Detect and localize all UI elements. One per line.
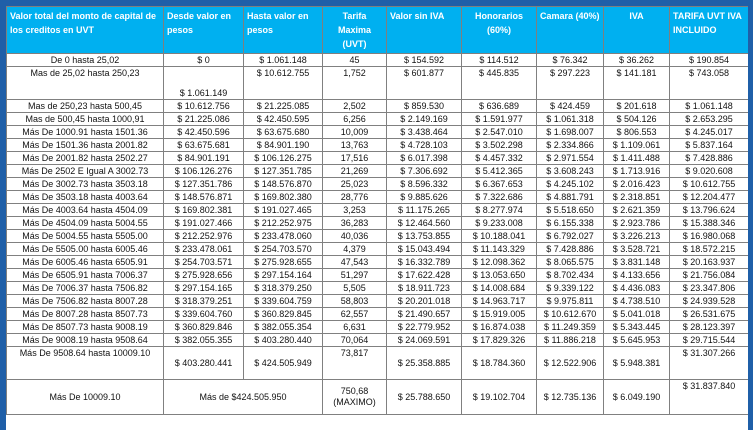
- cell-sin-iva: $ 8.596.332: [387, 178, 462, 191]
- cell-iva: $ 1.109.061: [604, 139, 670, 152]
- cell-tarifa: 58,803: [323, 295, 387, 308]
- cell-honorarios: $ 11.143.329: [462, 243, 537, 256]
- table-row: [7, 308, 749, 321]
- cell-iva: $ 2.621.359: [604, 204, 670, 217]
- table-row: [7, 217, 749, 230]
- cell-honorarios: $ 6.367.653: [462, 178, 537, 191]
- cell-camara: $ 4.245.102: [537, 178, 604, 191]
- cell-camara: $ 11.886.218: [537, 334, 604, 347]
- cell-sin-iva: $ 20.201.018: [387, 295, 462, 308]
- table-row: [7, 321, 749, 334]
- cell-tarifa: 70,064: [323, 334, 387, 347]
- cell-total: $ 24.939.528: [670, 295, 749, 308]
- cell-sin-iva: $ 601.877: [387, 67, 462, 100]
- cell-camara: $ 1.698.007: [537, 126, 604, 139]
- cell-iva: $ 141.181: [604, 67, 670, 100]
- cell-camara: $ 5.518.650: [537, 204, 604, 217]
- cell-desde: $ 254.703.571: [164, 256, 244, 269]
- tarifa-note: (MAXIMO): [333, 397, 376, 407]
- cell-desde: $ 403.280.441: [164, 347, 244, 380]
- cell-tarifa: 40,036: [323, 230, 387, 243]
- cell-range: Más De 6005.46 hasta 6505.91: [7, 256, 164, 269]
- cell-total: $ 21.756.084: [670, 269, 749, 282]
- cell-iva: $ 3.528.721: [604, 243, 670, 256]
- cell-tarifa: 2,502: [323, 100, 387, 113]
- cell-hasta: $ 403.280.440: [244, 334, 323, 347]
- cell-tarifa: 17,516: [323, 152, 387, 165]
- cell-camara: $ 8.702.434: [537, 269, 604, 282]
- table-row-last: [7, 380, 749, 415]
- cell-honorarios: $ 13.053.650: [462, 269, 537, 282]
- tariff-table: [6, 6, 748, 415]
- cell-range: Más De 7006.37 hasta 7506.82: [7, 282, 164, 295]
- cell-total: $ 23.347.806: [670, 282, 749, 295]
- cell-hasta: $ 42.450.595: [244, 113, 323, 126]
- cell-hasta: $ 106.126.275: [244, 152, 323, 165]
- cell-honorarios: $ 12.098.362: [462, 256, 537, 269]
- header-desde: Desde valor en pesos: [164, 7, 244, 54]
- cell-hasta: $ 382.055.354: [244, 321, 323, 334]
- cell-sin-iva: $ 25.358.885: [387, 347, 462, 380]
- cell-iva: $ 36.262: [604, 54, 670, 67]
- header-tarifa: Tarifa Maxima (UVT): [323, 7, 387, 54]
- cell-desde: $ 1.061.149: [164, 67, 244, 100]
- cell-iva: $ 5.343.445: [604, 321, 670, 334]
- cell-tarifa: 21,269: [323, 165, 387, 178]
- cell-range: Mas de 25,02 hasta 250,23: [7, 67, 164, 100]
- cell-sin-iva: $ 17.622.428: [387, 269, 462, 282]
- cell-sin-iva: $ 3.438.464: [387, 126, 462, 139]
- cell-iva: $ 4.436.083: [604, 282, 670, 295]
- cell-total: $ 26.531.675: [670, 308, 749, 321]
- cell-camara: $ 424.459: [537, 100, 604, 113]
- cell-iva: $ 201.618: [604, 100, 670, 113]
- cell-range: Más De 8007.28 hasta 8507.73: [7, 308, 164, 321]
- cell-total: $ 2.653.295: [670, 113, 749, 126]
- cell-hasta: $ 339.604.759: [244, 295, 323, 308]
- table-row: [7, 152, 749, 165]
- table-header: [7, 7, 749, 54]
- cell-tarifa: 13,763: [323, 139, 387, 152]
- cell-sin-iva: $ 24.069.591: [387, 334, 462, 347]
- cell-desde: $ 212.252.976: [164, 230, 244, 243]
- cell-honorarios: $ 9.233.008: [462, 217, 537, 230]
- cell-honorarios: $ 445.835: [462, 67, 537, 100]
- cell-range: Más De 8507.73 hasta 9008.19: [7, 321, 164, 334]
- cell-desde: $ 191.027.466: [164, 217, 244, 230]
- cell-tarifa: 25,023: [323, 178, 387, 191]
- cell-range: Más De 2001.82 hasta 2502.27: [7, 152, 164, 165]
- cell-sin-iva: $ 7.306.692: [387, 165, 462, 178]
- cell-desde: $ 63.675.681: [164, 139, 244, 152]
- table-row: [7, 243, 749, 256]
- cell-sin-iva: $ 15.043.494: [387, 243, 462, 256]
- table-body-rest: [7, 100, 749, 380]
- table-row: [7, 165, 749, 178]
- cell-camara: $ 297.223: [537, 67, 604, 100]
- cell-total: $ 9.020.608: [670, 165, 749, 178]
- table-row: [7, 178, 749, 191]
- table-row: [7, 139, 749, 152]
- cell-iva: $ 5.948.381: [604, 347, 670, 380]
- cell-range: Más De 1501.36 hasta 2001.82: [7, 139, 164, 152]
- cell-sin-iva: $ 25.788.650: [387, 380, 462, 415]
- header-sin-iva: Valor sin IVA: [387, 7, 462, 54]
- cell-total: $ 13.796.624: [670, 204, 749, 217]
- table-row: [7, 334, 749, 347]
- cell-range: Más De 3503.18 hasta 4003.64: [7, 191, 164, 204]
- cell-hasta: $ 254.703.570: [244, 243, 323, 256]
- cell-honorarios: $ 10.188.041: [462, 230, 537, 243]
- cell-honorarios: $ 2.547.010: [462, 126, 537, 139]
- cell-hasta: $ 191.027.465: [244, 204, 323, 217]
- cell-tarifa: 28,776: [323, 191, 387, 204]
- cell-tarifa: 4,379: [323, 243, 387, 256]
- header-camara: Camara (40%): [537, 7, 604, 54]
- cell-iva: $ 6.049.190: [604, 380, 670, 415]
- cell-hasta: $ 21.225.085: [244, 100, 323, 113]
- cell-desde: $ 0: [164, 54, 244, 67]
- cell-honorarios: $ 3.502.298: [462, 139, 537, 152]
- cell-hasta: $ 297.154.164: [244, 269, 323, 282]
- cell-iva: $ 806.553: [604, 126, 670, 139]
- cell-total: $ 16.980.068: [670, 230, 749, 243]
- cell-total: $ 1.061.148: [670, 100, 749, 113]
- table-row: [7, 282, 749, 295]
- cell-total: $ 31.837.840: [670, 380, 749, 415]
- cell-hasta: $ 10.612.755: [244, 67, 323, 100]
- cell-camara: $ 4.881.791: [537, 191, 604, 204]
- cell-camara: $ 12.735.136: [537, 380, 604, 415]
- cell-camara: $ 10.612.670: [537, 308, 604, 321]
- cell-total: $ 31.307.266: [670, 347, 749, 380]
- cell-sin-iva: $ 16.332.789: [387, 256, 462, 269]
- cell-hasta: $ 360.829.845: [244, 308, 323, 321]
- cell-camara: $ 2.334.866: [537, 139, 604, 152]
- cell-tarifa: 51,297: [323, 269, 387, 282]
- header-range: Valor total del monto de capital de los creditos en UVT: [7, 7, 164, 54]
- cell-desde: $ 275.928.656: [164, 269, 244, 282]
- table-row: [7, 191, 749, 204]
- table-row: [7, 347, 749, 380]
- cell-desde: $ 84.901.191: [164, 152, 244, 165]
- cell-desde: $ 360.829.846: [164, 321, 244, 334]
- cell-tarifa: 73,817: [323, 347, 387, 380]
- cell-tarifa: 47,543: [323, 256, 387, 269]
- cell-desde: $ 21.225.086: [164, 113, 244, 126]
- table-body: [7, 54, 749, 100]
- cell-total: $ 28.123.397: [670, 321, 749, 334]
- cell-camara: $ 3.608.243: [537, 165, 604, 178]
- cell-sin-iva: $ 12.464.560: [387, 217, 462, 230]
- cell-sin-iva: $ 4.728.103: [387, 139, 462, 152]
- cell-desde: $ 297.154.165: [164, 282, 244, 295]
- cell-total: $ 15.388.346: [670, 217, 749, 230]
- cell-honorarios: $ 18.784.360: [462, 347, 537, 380]
- cell-desde: $ 382.055.355: [164, 334, 244, 347]
- cell-camara: $ 2.971.554: [537, 152, 604, 165]
- cell-tarifa: 6,256: [323, 113, 387, 126]
- cell-camara: $ 76.342: [537, 54, 604, 67]
- cell-range: Más De 7506.82 hasta 8007.28: [7, 295, 164, 308]
- cell-sin-iva: $ 9.885.626: [387, 191, 462, 204]
- cell-desde: $ 148.576.871: [164, 191, 244, 204]
- cell-total: $ 190.854: [670, 54, 749, 67]
- cell-range: De 0 hasta 25,02: [7, 54, 164, 67]
- cell-camara: $ 11.249.359: [537, 321, 604, 334]
- cell-tarifa: 36,283: [323, 217, 387, 230]
- cell-tarifa: 62,557: [323, 308, 387, 321]
- table-row: [7, 113, 749, 126]
- cell-hasta: $ 1.061.148: [244, 54, 323, 67]
- cell-honorarios: $ 19.102.704: [462, 380, 537, 415]
- cell-desde: $ 10.612.756: [164, 100, 244, 113]
- cell-desde: $ 127.351.786: [164, 178, 244, 191]
- cell-honorarios: $ 14.008.684: [462, 282, 537, 295]
- cell-camara: $ 6.792.027: [537, 230, 604, 243]
- cell-range: Más De 9008.19 hasta 9508.64: [7, 334, 164, 347]
- cell-sin-iva: $ 859.530: [387, 100, 462, 113]
- header-iva: IVA: [604, 7, 670, 54]
- cell-hasta: $ 233.478.060: [244, 230, 323, 243]
- cell-iva: $ 504.126: [604, 113, 670, 126]
- cell-sin-iva: $ 154.592: [387, 54, 462, 67]
- cell-tarifa: 3,253: [323, 204, 387, 217]
- cell-iva: $ 5.041.018: [604, 308, 670, 321]
- cell-range: Más De 10009.10: [7, 380, 164, 415]
- cell-tarifa: 5,505: [323, 282, 387, 295]
- header-honorarios: Honorarios (60%): [462, 7, 537, 54]
- cell-iva: $ 2.318.851: [604, 191, 670, 204]
- cell-desde: $ 42.450.596: [164, 126, 244, 139]
- cell-desde: $ 106.126.276: [164, 165, 244, 178]
- cell-range: Mas de 250,23 hasta 500,45: [7, 100, 164, 113]
- cell-honorarios: $ 16.874.038: [462, 321, 537, 334]
- cell-sin-iva: $ 11.175.265: [387, 204, 462, 217]
- cell-desde-hasta: Más de $424.505.950: [164, 380, 323, 415]
- table-body-last: [7, 380, 749, 415]
- cell-hasta: $ 169.802.380: [244, 191, 323, 204]
- cell-desde: $ 339.604.760: [164, 308, 244, 321]
- cell-hasta: $ 212.252.975: [244, 217, 323, 230]
- tariff-table-container: [6, 6, 748, 430]
- cell-camara: $ 6.155.338: [537, 217, 604, 230]
- cell-hasta: $ 318.379.250: [244, 282, 323, 295]
- cell-total: $ 5.837.164: [670, 139, 749, 152]
- cell-camara: $ 1.061.318: [537, 113, 604, 126]
- table-row: [7, 269, 749, 282]
- cell-camara: $ 9.339.122: [537, 282, 604, 295]
- cell-honorarios: $ 7.322.686: [462, 191, 537, 204]
- cell-honorarios: $ 15.919.005: [462, 308, 537, 321]
- cell-hasta: $ 424.505.949: [244, 347, 323, 380]
- cell-iva: $ 1.713.916: [604, 165, 670, 178]
- cell-tarifa: 10,009: [323, 126, 387, 139]
- cell-honorarios: $ 4.457.332: [462, 152, 537, 165]
- cell-total: $ 29.715.544: [670, 334, 749, 347]
- cell-hasta: $ 84.901.190: [244, 139, 323, 152]
- cell-iva: $ 5.645.953: [604, 334, 670, 347]
- table-row: [7, 67, 749, 100]
- cell-iva: $ 1.411.488: [604, 152, 670, 165]
- cell-desde: $ 318.379.251: [164, 295, 244, 308]
- cell-total: $ 12.204.477: [670, 191, 749, 204]
- cell-hasta: $ 63.675.680: [244, 126, 323, 139]
- cell-iva: $ 2.923.786: [604, 217, 670, 230]
- cell-range: Más De 6505.91 hasta 7006.37: [7, 269, 164, 282]
- table-row: [7, 295, 749, 308]
- cell-range: Más De 1000.91 hasta 1501.36: [7, 126, 164, 139]
- cell-camara: $ 12.522.906: [537, 347, 604, 380]
- cell-range: Más De 9508.64 hasta 10009.10: [7, 347, 164, 380]
- cell-sin-iva: $ 22.779.952: [387, 321, 462, 334]
- cell-honorarios: $ 114.512: [462, 54, 537, 67]
- table-row: [7, 54, 749, 67]
- table-row: [7, 256, 749, 269]
- cell-camara: $ 7.428.886: [537, 243, 604, 256]
- cell-iva: $ 3.831.148: [604, 256, 670, 269]
- cell-total: $ 18.572.215: [670, 243, 749, 256]
- cell-total: $ 10.612.755: [670, 178, 749, 191]
- tarifa-value: 750,68: [340, 386, 369, 396]
- cell-honorarios: $ 1.591.977: [462, 113, 537, 126]
- cell-range: Mas de 500,45 hasta 1000,91: [7, 113, 164, 126]
- cell-honorarios: $ 8.277.974: [462, 204, 537, 217]
- cell-sin-iva: $ 13.753.855: [387, 230, 462, 243]
- cell-range: Más De 5004.55 hasta 5505.00: [7, 230, 164, 243]
- table-row: [7, 230, 749, 243]
- cell-honorarios: $ 17.829.326: [462, 334, 537, 347]
- cell-honorarios: $ 14.963.717: [462, 295, 537, 308]
- cell-honorarios: $ 5.412.365: [462, 165, 537, 178]
- cell-total: $ 4.245.017: [670, 126, 749, 139]
- cell-hasta: $ 275.928.655: [244, 256, 323, 269]
- cell-sin-iva: $ 2.149.169: [387, 113, 462, 126]
- cell-range: Más De 2502 E Igual A 3002.73: [7, 165, 164, 178]
- cell-hasta: $ 148.576.870: [244, 178, 323, 191]
- cell-total: $ 20.163.937: [670, 256, 749, 269]
- cell-sin-iva: $ 18.911.723: [387, 282, 462, 295]
- cell-tarifa: 1,752: [323, 67, 387, 100]
- table-row: [7, 100, 749, 113]
- header-hasta: Hasta valor en pesos: [244, 7, 323, 54]
- cell-sin-iva: $ 6.017.398: [387, 152, 462, 165]
- cell-iva: $ 3.226.213: [604, 230, 670, 243]
- cell-range: Más De 3002.73 hasta 3503.18: [7, 178, 164, 191]
- cell-desde: $ 169.802.381: [164, 204, 244, 217]
- cell-range: Más De 4003.64 hasta 4504.09: [7, 204, 164, 217]
- cell-total: $ 743.058: [670, 67, 749, 100]
- cell-camara: $ 8.065.575: [537, 256, 604, 269]
- cell-tarifa: 45: [323, 54, 387, 67]
- cell-sin-iva: $ 21.490.657: [387, 308, 462, 321]
- cell-hasta: $ 127.351.785: [244, 165, 323, 178]
- cell-honorarios: $ 636.689: [462, 100, 537, 113]
- cell-tarifa: 6,631: [323, 321, 387, 334]
- cell-iva: $ 4.738.510: [604, 295, 670, 308]
- cell-range: Más De 4504.09 hasta 5004.55: [7, 217, 164, 230]
- cell-total: $ 7.428.886: [670, 152, 749, 165]
- table-row: [7, 126, 749, 139]
- cell-iva: $ 2.016.423: [604, 178, 670, 191]
- cell-camara: $ 9.975.811: [537, 295, 604, 308]
- header-total: TARIFA UVT IVA INCLUIDO: [670, 7, 749, 54]
- cell-iva: $ 4.133.656: [604, 269, 670, 282]
- cell-tarifa: [323, 380, 387, 415]
- cell-range: Más De 5505.00 hasta 6005.46: [7, 243, 164, 256]
- table-row: [7, 204, 749, 217]
- cell-desde: $ 233.478.061: [164, 243, 244, 256]
